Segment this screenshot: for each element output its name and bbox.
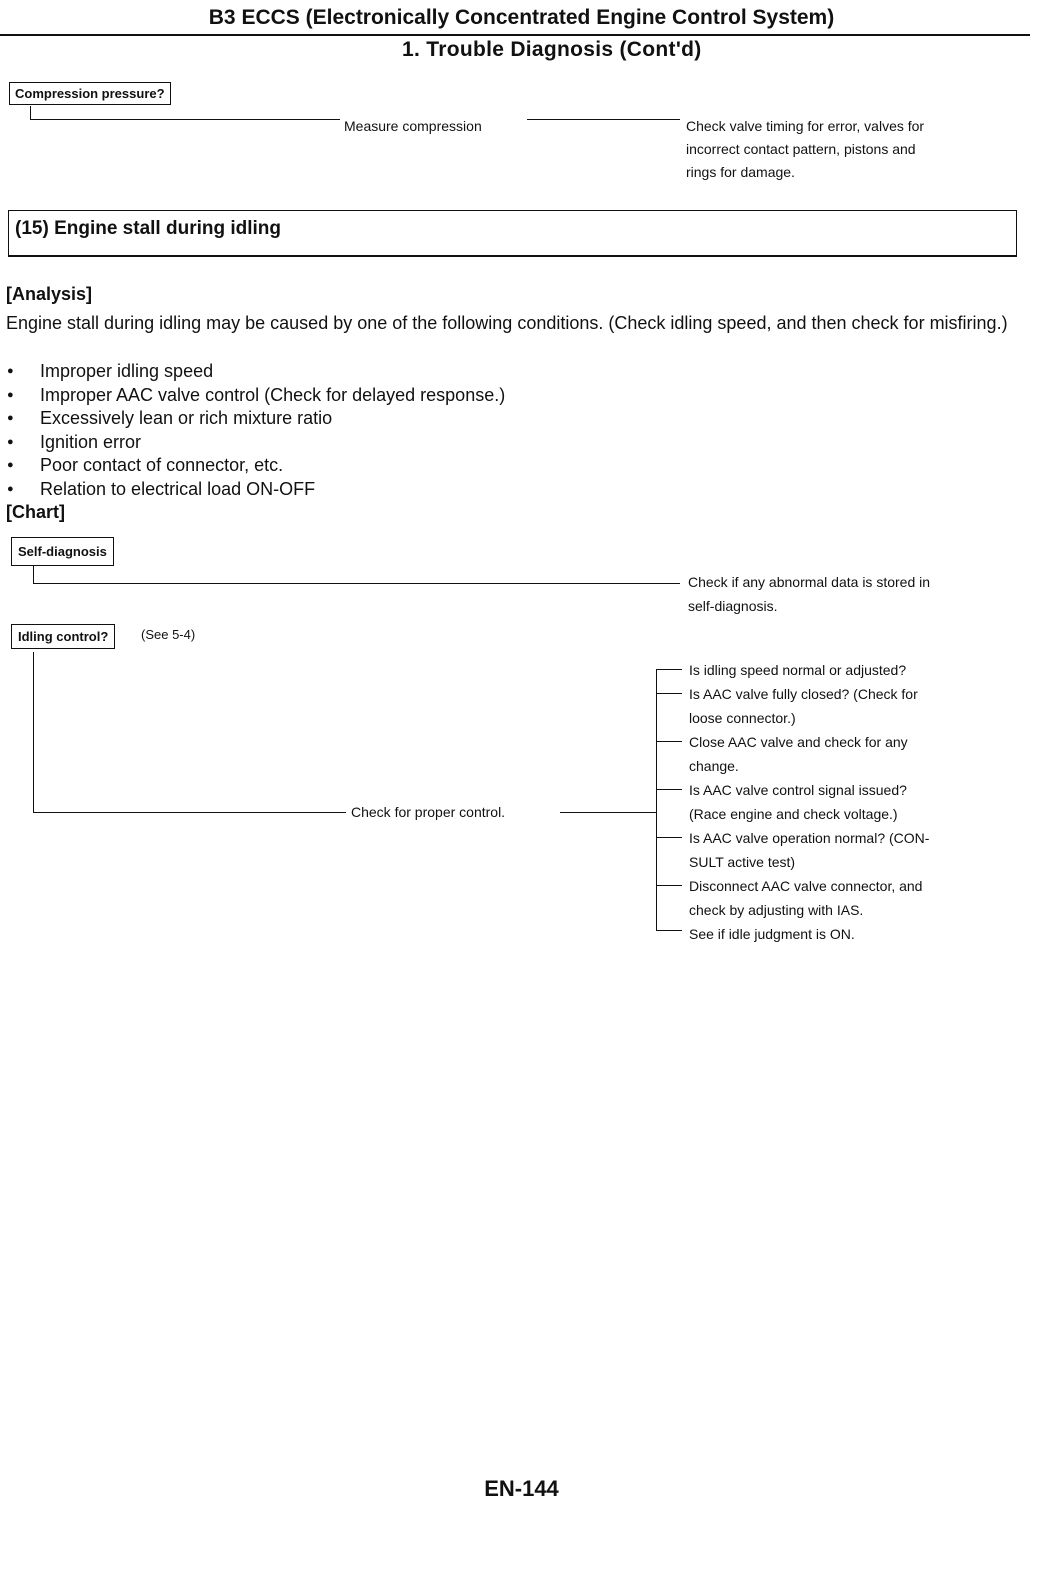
analysis-intro: Engine stall during idling may be caused by one of the following conditions. (Check idling speed, and then check for misfiring.) — [6, 313, 1008, 333]
check-item: check by adjusting with IAS. — [689, 902, 864, 918]
list-item: ● Improper AAC valve control (Check for delayed response.) — [6, 384, 505, 408]
bracket-tick — [656, 741, 682, 742]
idling-control-box: Idling control? — [11, 624, 115, 649]
list-item: ● Ignition error — [6, 431, 505, 455]
bracket-tick — [656, 837, 682, 838]
bracket-tick — [656, 930, 682, 931]
section-title: (15) Engine stall during idling — [15, 218, 282, 239]
compression-result-line-2: incorrect contact pattern, pistons and — [686, 141, 916, 157]
self-diagnosis-result-line-2: self-diagnosis. — [688, 598, 778, 614]
bracket-tick — [656, 693, 682, 694]
bracket-tick — [656, 789, 682, 790]
idling-connector-line-2 — [560, 812, 656, 813]
compression-result-line-1: Check valve timing for error, valves for — [686, 118, 925, 134]
page-subtitle: 1. Trouble Diagnosis (Cont'd) — [402, 38, 702, 61]
header-rule — [0, 34, 1030, 36]
check-item: Close AAC valve and check for any — [689, 734, 908, 750]
check-item: Disconnect AAC valve connector, and — [689, 878, 923, 894]
page-number: EN-144 — [484, 1476, 559, 1501]
check-item: Is AAC valve operation normal? (CON- — [689, 830, 930, 846]
page-title: B3 ECCS (Electronically Concentrated Engine Control System) — [208, 6, 835, 29]
check-proper-control-step: Check for proper control. — [351, 804, 506, 820]
compression-pressure-box: Compression pressure? — [9, 82, 171, 105]
check-item: loose connector.) — [689, 710, 796, 726]
bracket-tick — [656, 669, 682, 670]
self-diagnosis-box: Self-diagnosis — [11, 537, 114, 566]
list-item: ● Excessively lean or rich mixture ratio — [6, 407, 505, 431]
compression-result-line-3: rings for damage. — [686, 164, 795, 180]
check-item: SULT active test) — [689, 854, 796, 870]
self-diagnosis-result-line-1: Check if any abnormal data is stored in — [688, 574, 931, 590]
measure-compression-step: Measure compression — [344, 118, 482, 134]
check-item: Is AAC valve control signal issued? — [689, 782, 907, 798]
see-reference: (See 5-4) — [141, 627, 196, 642]
checks-bracket-vertical — [656, 669, 657, 930]
self-diagnosis-connector-vertical — [33, 566, 34, 583]
analysis-heading: [Analysis] — [6, 284, 93, 304]
compression-connector-line-2 — [527, 119, 680, 120]
list-item: ● Poor contact of connector, etc. — [6, 454, 505, 478]
compression-connector-vertical — [30, 106, 31, 119]
check-item: Is AAC valve fully closed? (Check for — [689, 686, 918, 702]
check-item: See if idle judgment is ON. — [689, 926, 855, 942]
check-item: change. — [689, 758, 739, 774]
idling-connector-vertical — [33, 652, 34, 812]
analysis-bullet-list — [6, 360, 505, 501]
bracket-tick — [656, 885, 682, 886]
list-item: ● Improper idling speed — [6, 360, 505, 384]
check-item: (Race engine and check voltage.) — [689, 806, 898, 822]
compression-connector-line-1 — [30, 119, 340, 120]
list-item: ● Relation to electrical load ON-OFF — [6, 478, 505, 502]
self-diagnosis-connector-line — [33, 583, 680, 584]
idling-connector-line-1 — [33, 812, 346, 813]
check-item: Is idling speed normal or adjusted? — [689, 662, 907, 678]
chart-heading: [Chart] — [6, 502, 65, 522]
